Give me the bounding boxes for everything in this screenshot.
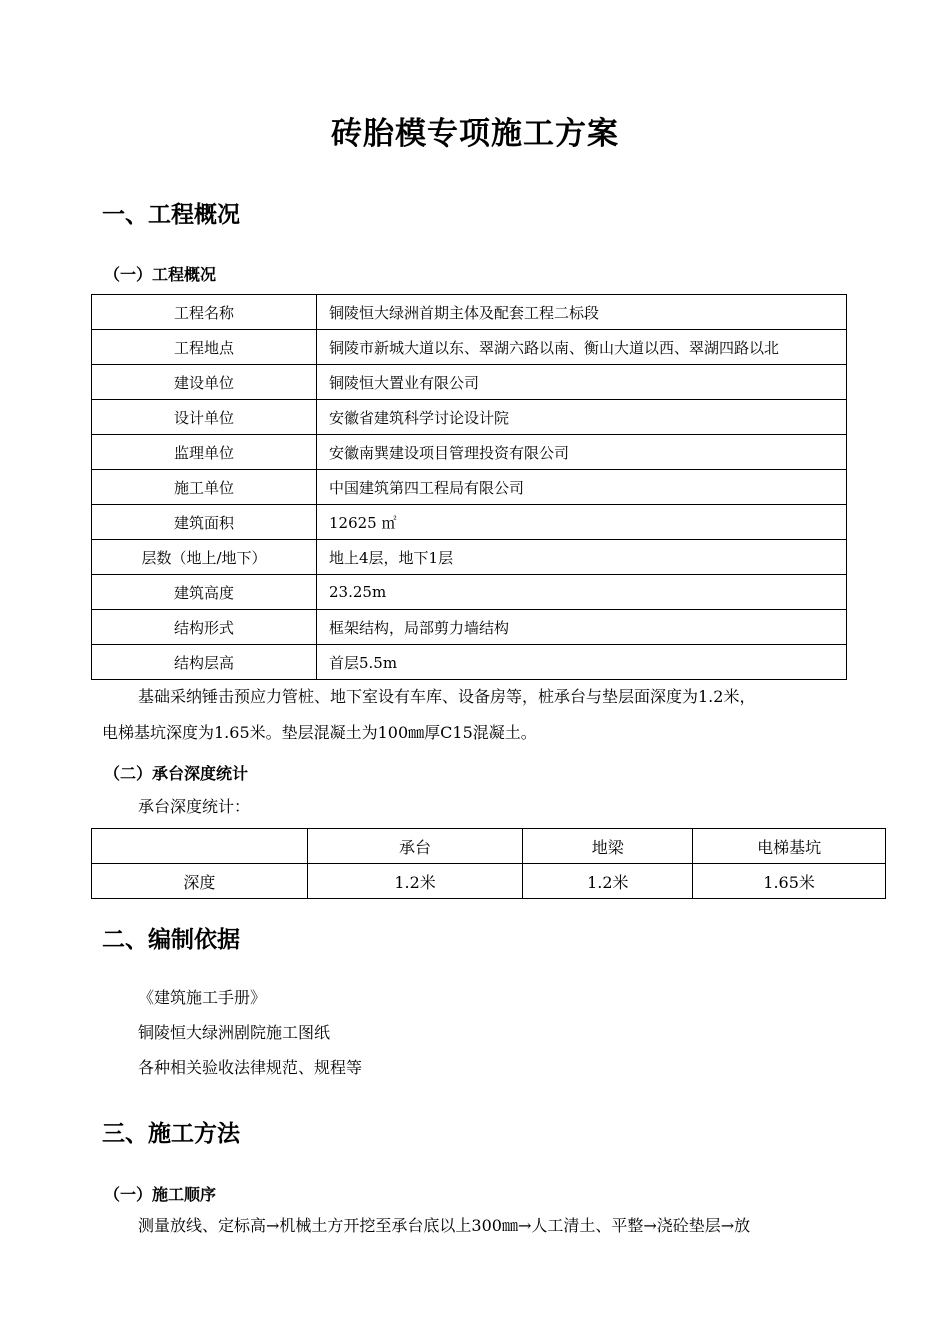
row-label: 建筑面积 xyxy=(92,505,317,540)
table-row xyxy=(92,435,847,470)
table-cell: 1.2米 xyxy=(307,864,523,899)
row-value: 中国建筑第四工程局有限公司 xyxy=(317,470,847,505)
table-header-row xyxy=(92,829,886,864)
row-label: 建设单位 xyxy=(92,365,317,400)
table-cell: 1.2米 xyxy=(523,864,693,899)
table-row xyxy=(92,330,847,365)
subsection-heading-overview: （一）工程概况 xyxy=(104,265,217,284)
row-value: 首层5.5m xyxy=(317,645,847,680)
row-label: 设计单位 xyxy=(92,400,317,435)
table-row xyxy=(92,645,847,680)
depth-stats-table xyxy=(91,828,886,899)
row-value: 12625 ㎡ xyxy=(317,505,847,540)
table-cell: 深度 xyxy=(92,864,308,899)
basis-item-1: 《建筑施工手册》 xyxy=(138,988,267,1007)
row-label: 结构层高 xyxy=(92,645,317,680)
section-heading-methods: 三、施工方法 xyxy=(102,1121,240,1147)
basis-item-3: 各种相关验收法律规范、规程等 xyxy=(138,1058,363,1077)
table-row xyxy=(92,365,847,400)
row-label: 工程地点 xyxy=(92,330,317,365)
header-cell: 承台 xyxy=(307,829,523,864)
row-value: 框架结构，局部剪力墙结构 xyxy=(317,610,847,645)
section-heading-overview: 一、工程概况 xyxy=(102,202,240,228)
table-row xyxy=(92,400,847,435)
table-row xyxy=(92,864,886,899)
row-label: 层数（地上/地下） xyxy=(92,540,317,575)
basis-item-2: 铜陵恒大绿洲剧院施工图纸 xyxy=(138,1023,331,1042)
row-value: 铜陵恒大置业有限公司 xyxy=(317,365,847,400)
row-value: 地上4层，地下1层 xyxy=(317,540,847,575)
section-heading-basis: 二、编制依据 xyxy=(102,927,240,953)
header-cell: 电梯基坑 xyxy=(693,829,886,864)
table-row xyxy=(92,505,847,540)
depth-stats-intro: 承台深度统计： xyxy=(138,797,251,816)
row-value: 23.25m xyxy=(317,575,847,610)
row-label: 工程名称 xyxy=(92,295,317,330)
header-cell: 地梁 xyxy=(523,829,693,864)
subsection-heading-sequence: （一）施工顺序 xyxy=(104,1185,217,1204)
table-row xyxy=(92,470,847,505)
row-value: 安徽省建筑科学讨论设计院 xyxy=(317,400,847,435)
sequence-text: 测量放线、定标高→机械土方开挖至承台底以上300㎜→人工清土、平整→浇砼垫层→放 xyxy=(138,1216,751,1235)
table-row xyxy=(92,575,847,610)
foundation-paragraph-line2: 电梯基坑深度为1.65米。垫层混凝土为100㎜厚C15混凝土。 xyxy=(102,723,537,742)
row-label: 建筑高度 xyxy=(92,575,317,610)
table-cell: 1.65米 xyxy=(693,864,886,899)
row-value: 铜陵市新城大道以东、翠湖六路以南、衡山大道以西、翠湖四路以北 xyxy=(317,330,847,365)
project-info-table xyxy=(91,294,847,680)
row-label: 监理单位 xyxy=(92,435,317,470)
row-label: 施工单位 xyxy=(92,470,317,505)
row-value: 铜陵恒大绿洲首期主体及配套工程二标段 xyxy=(317,295,847,330)
row-label: 结构形式 xyxy=(92,610,317,645)
header-cell xyxy=(92,829,308,864)
table-row xyxy=(92,610,847,645)
document-title: 砖胎模专项施工方案 xyxy=(331,116,619,152)
row-value: 安徽南巽建设项目管理投资有限公司 xyxy=(317,435,847,470)
table-row xyxy=(92,540,847,575)
foundation-paragraph-line1: 基础采纳锤击预应力管桩、地下室设有车库、设备房等，桩承台与垫层面深度为1.2米， xyxy=(138,687,756,706)
table-row xyxy=(92,295,847,330)
subsection-heading-depth-stats: （二）承台深度统计 xyxy=(104,764,249,783)
